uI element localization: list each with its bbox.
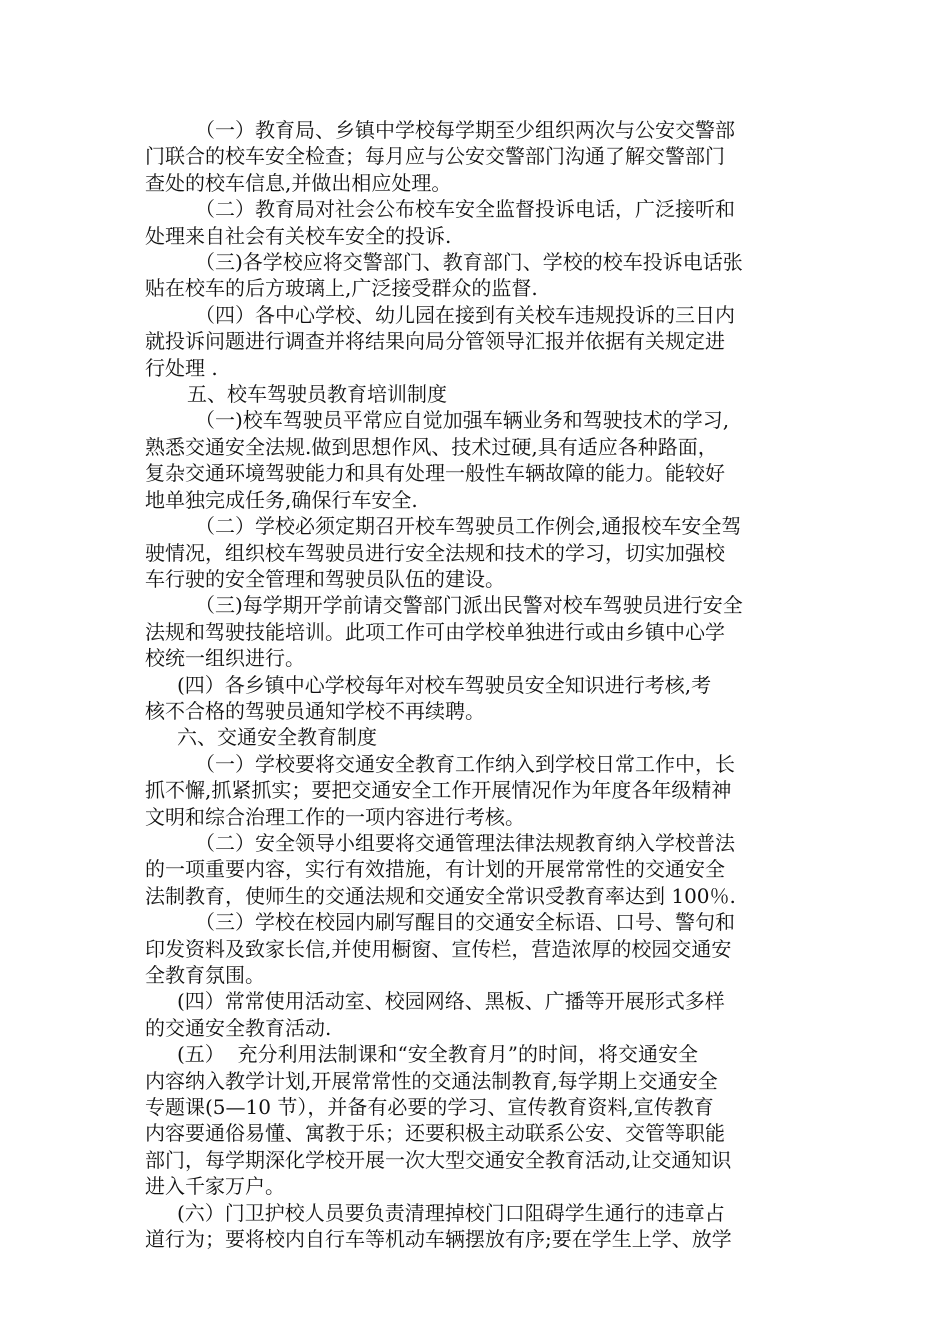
paragraph-line: 文明和综合治理工作的一项内容进行考核。	[145, 804, 525, 829]
paragraph-line: 的一项重要内容，实行有效措施，有计划的开展常常性的交通安全	[145, 857, 725, 882]
paragraph-line: 校统一组织进行。	[145, 646, 305, 671]
paragraph-first-line: （二）安全领导小组要将交通管理法律法规教育纳入学校普法	[195, 830, 735, 855]
document-body	[145, 117, 817, 1252]
paragraph-first-line: （一）教育局、乡镇中学校每学期至少组织两次与公安交警部	[195, 118, 735, 142]
paragraph-line: 复杂交通环境驾驶能力和具有处理一般性车辆故障的能力。能较好	[145, 461, 725, 486]
paragraph-line: 抓不懈,抓紧抓实；要把交通安全工作开展情况作为年度各年级精神	[145, 778, 732, 803]
paragraph-first-line: 五、校车驾驶员教育培训制度	[187, 382, 447, 407]
paragraph-line: 驶情况，组织校车驾驶员进行安全法规和技术的学习，切实加强校	[145, 540, 725, 565]
paragraph-line: 门联合的校车安全检查；每月应与公安交警部门沟通了解交警部门	[145, 144, 725, 169]
paragraph-first-line: （三)各学校应将交警部门、教育部门、学校的校车投诉电话张	[195, 250, 743, 275]
paragraph-line: 全教育氛围。	[145, 963, 265, 987]
paragraph-line: 核不合格的驾驶员通知学校不再续聘。	[145, 698, 485, 723]
paragraph-line: 查处的校车信息,并做出相应处理。	[145, 170, 452, 195]
paragraph-first-line: （三)每学期开学前请交警部门派出民警对校车驾驶员进行安全	[195, 593, 743, 618]
paragraph-line: 进入千家万户。	[145, 1174, 285, 1199]
paragraph-line: 的交通安全教育活动.	[145, 1015, 332, 1040]
paragraph-line: 贴在校车的后方玻璃上,广泛接受群众的监督.	[145, 276, 538, 301]
paragraph-line: 内容纳入教学计划,开展常常性的交通法制教育,每学期上交通安全	[145, 1068, 718, 1093]
paragraph-line: 道行为；要将校内自行车等机动车辆摆放有序;要在学生上学、放学	[145, 1227, 732, 1252]
paragraph-line: 内容要通俗易懂、寓教于乐；还要积极主动联系公安、交管等职能	[145, 1121, 725, 1146]
paragraph-line: 就投诉问题进行调查并将结果向局分管领导汇报并依据有关规定进	[145, 329, 725, 354]
paragraph-line: 处理来自社会有关校车安全的投诉.	[145, 223, 452, 248]
paragraph-first-line: (四）常常使用活动室、校园网络、黑板、广播等开展形式多样	[177, 989, 725, 1014]
paragraph-first-line: （一）学校要将交通安全教育工作纳入到学校日常工作中，长	[195, 751, 735, 776]
paragraph-line: 法制教育，使师生的交通法规和交通安全常识受教育率达到 100％.	[145, 883, 736, 908]
paragraph-line: 行处理 .	[145, 355, 218, 380]
paragraph-first-line: (六）门卫护校人员要负责清理掉校门口阻碍学生通行的违章占	[177, 1200, 725, 1225]
paragraph-first-line: （三）学校在校园内刷写醒目的交通安全标语、口号、警句和	[195, 910, 735, 935]
paragraph-line: 专题课(5—10 节），并备有必要的学习、宣传教育资料,宣传教育	[145, 1095, 714, 1120]
paragraph-first-line: (四）各乡镇中心学校每年对校车驾驶员安全知识进行考核,考	[177, 672, 712, 697]
paragraph-line: 熟悉交通安全法规.做到思想作风、技术过硬,具有适应各种路面，	[145, 434, 718, 459]
paragraph-line: 法规和驾驶技能培训。此项工作可由学校单独进行或由乡镇中心学	[145, 619, 725, 644]
paragraph-line: 印发资料及致家长信,并使用橱窗、宣传栏，营造浓厚的校园交通安	[145, 936, 732, 961]
paragraph-first-line: （二）学校必须定期召开校车驾驶员工作例会,通报校车安全驾	[195, 514, 742, 539]
paragraph-first-line: （一)校车驾驶员平常应自觉加强车辆业务和驾驶技术的学习,	[195, 408, 730, 433]
paragraph-first-line: 六、交通安全教育制度	[177, 725, 377, 750]
paragraph-first-line: (五） 充分利用法制课和“安全教育月”的时间，将交通安全	[177, 1042, 698, 1067]
paragraph-line: 车行驶的安全管理和驾驶员队伍的建设。	[145, 566, 505, 591]
paragraph-first-line: （四）各中心学校、幼儿园在接到有关校车违规投诉的三日内	[195, 302, 735, 327]
paragraph-line: 地单独完成任务,确保行车安全.	[145, 487, 418, 512]
paragraph-line: 部门，每学期深化学校开展一次大型交通安全教育活动,让交通知识	[145, 1147, 732, 1172]
paragraph-first-line: （二）教育局对社会公布校车安全监督投诉电话，广泛接听和	[195, 197, 735, 222]
